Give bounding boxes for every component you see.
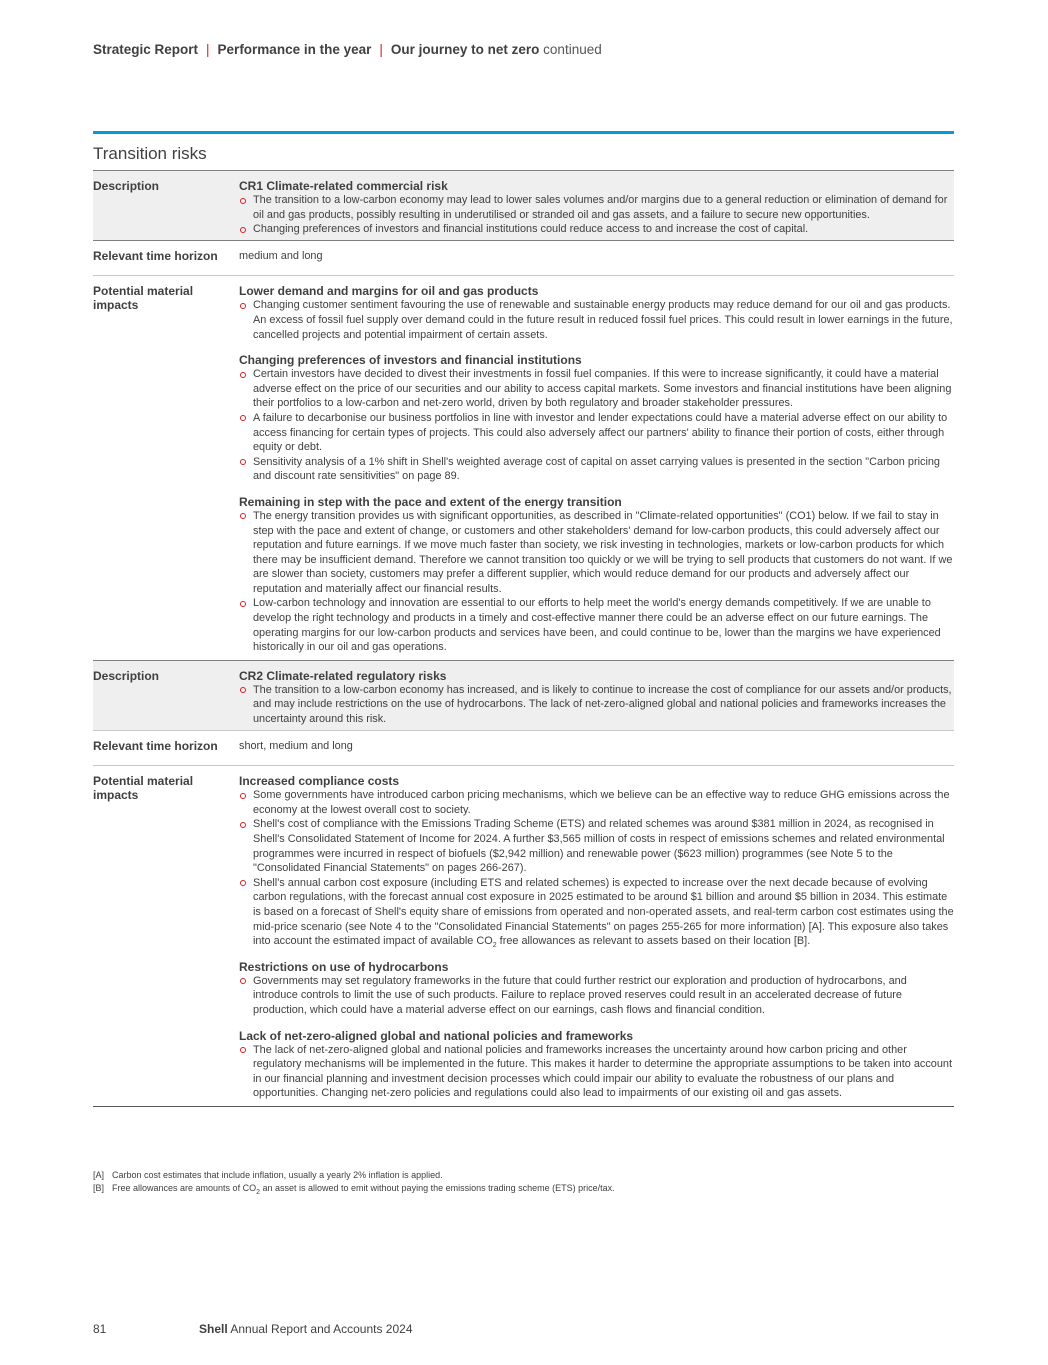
row-label: Description bbox=[93, 179, 160, 193]
row-content bbox=[239, 171, 954, 240]
subscript: 2 bbox=[256, 1188, 260, 1196]
impact-block bbox=[239, 495, 954, 655]
list-item: Certain investors have decided to divest their investments in fossil fuel companies. If this were to increase significantly, it could have a material adverse effect on the price of our securities and our ability to access capital markets. Some investors and financial institutions have been aligning their portfolios to a low-carbon and net-zero world, driven by both regulatory and broader stakeholder pressures. bbox=[239, 367, 954, 411]
cr2-horizon-row bbox=[93, 731, 954, 767]
row-label: Relevant time horizon bbox=[93, 738, 218, 753]
list-item: The transition to a low-carbon economy may lead to lower sales volumes and/or margins due to a general reduction or elimination of demand for oil and gas products, possibly resulting in underutilised or stranded oil and gas assets, and a failure to secure new opportunities. bbox=[239, 193, 954, 222]
impact-heading: Remaining in step with the pace and extent of the energy transition bbox=[239, 494, 622, 509]
impact-heading: Lower demand and margins for oil and gas products bbox=[239, 284, 539, 299]
list-item: A failure to decarbonise our business portfolios in line with investor and lender expectations could have a material adverse effect on our ability to access financing for certain types of projects. This could also adversely affect our partners' ability to finance their portion of costs, either through equity or debt. bbox=[239, 411, 954, 455]
cr1-description-row bbox=[93, 171, 954, 241]
footnote-key: [A] bbox=[93, 1170, 105, 1180]
list-item: The lack of net-zero-aligned global and national policies and frameworks increases the uncertainty around how carbon pricing and other regulatory mechanisms will be implemented in the future. This makes it harder to determine the appropriate assumptions to be taken into account in our financial planning and investment decision processes which could impair our ability to evaluate the robustness of our plans and opportunities. Changing net-zero policies and regulations could also lead to impairments of our existing oil and gas assets. bbox=[239, 1043, 954, 1101]
impact-heading: Lack of net-zero-aligned global and national policies and frameworks bbox=[239, 1028, 634, 1043]
row-content bbox=[239, 276, 954, 659]
bullet-list bbox=[239, 298, 954, 342]
list-item: Changing customer sentiment favouring the use of renewable and sustainable energy products may reduce demand for our oil and gas products. An excess of fossil fuel supply over demand could in the future result in reduced fossil fuel prices. This could result in lower earnings in the future, cancelled projects and potential impairment of certain assets. bbox=[239, 298, 954, 342]
page-number: 81 bbox=[93, 1322, 107, 1336]
bullet-list bbox=[239, 788, 954, 949]
list-item: Sensitivity analysis of a 1% shift in Shell's weighted average cost of capital on asset carrying values is presented in the section "Carbon pricing and discount rate sensitivities" on page 89. bbox=[239, 455, 954, 484]
breadcrumb bbox=[93, 42, 602, 57]
report-title: Annual Report and Accounts 2024 bbox=[230, 1322, 413, 1336]
list-item: Governments may set regulatory frameworks in the future that could further restrict our exploration and production of hydrocarbons, and introduce controls to limit the use of such products. Failure to replace proved reserves could result in an accelerated decrease of future production, which could have a material adverse effect on our earnings, cash flows and financial condition. bbox=[239, 974, 954, 1018]
row-content bbox=[239, 766, 954, 1106]
footer-report-title bbox=[199, 1322, 413, 1336]
risk-title: CR1 Climate-related commercial risk bbox=[239, 179, 448, 193]
breadcrumb-strategic-report[interactable]: Strategic Report bbox=[93, 42, 199, 57]
footnote-b bbox=[93, 1182, 615, 1195]
footnotes bbox=[93, 1169, 615, 1194]
list-item: The transition to a low-carbon economy has increased, and is likely to continue to increase the cost of compliance for our assets and/or products, and may include restrictions on the use of hydrocarbons. The lack of net-zero-aligned global and national policies and frameworks increases the uncertainty around this risk. bbox=[239, 683, 954, 727]
footnote-key: [B] bbox=[93, 1182, 105, 1193]
footnote-text: Free allowances are amounts of CO bbox=[112, 1182, 257, 1193]
cr1-impacts-row bbox=[93, 276, 954, 660]
brand-name: Shell bbox=[199, 1322, 228, 1336]
risk-title: CR2 Climate-related regulatory risks bbox=[239, 668, 447, 683]
row-content bbox=[239, 661, 954, 730]
list-item: Some governments have introduced carbon pricing mechanisms, which we believe can be an effective way to reduce GHG emissions across the economy at the lowest overall cost to society. bbox=[239, 788, 954, 817]
row-label: Description bbox=[93, 668, 160, 683]
cr2-impacts-row bbox=[93, 766, 954, 1107]
transition-risks-table bbox=[93, 131, 954, 1107]
breadcrumb-separator: | bbox=[206, 42, 210, 57]
time-horizon-value: short, medium and long bbox=[239, 739, 353, 752]
bullet-list bbox=[239, 509, 954, 655]
subscript: 2 bbox=[492, 942, 497, 950]
list-item bbox=[239, 876, 954, 949]
impact-heading: Restrictions on use of hydrocarbons bbox=[239, 959, 449, 974]
footnote-text: Carbon cost estimates that include inflation, usually a yearly 2% inflation is applied. bbox=[112, 1170, 443, 1180]
row-label: Potential material impacts bbox=[93, 284, 194, 313]
cr2-description-row bbox=[93, 661, 954, 731]
list-item: Changing preferences of investors and financial institutions could reduce access to and increase the cost of capital. bbox=[239, 222, 954, 237]
row-label: Potential material impacts bbox=[93, 774, 194, 803]
text-segment: free allowances as relevant to assets based on their location [B]. bbox=[496, 935, 811, 948]
impact-block bbox=[239, 284, 954, 342]
impact-heading: Changing preferences of investors and financial institutions bbox=[239, 353, 582, 368]
impact-heading: Increased compliance costs bbox=[239, 774, 400, 789]
bullet-list bbox=[239, 974, 954, 1018]
impact-block bbox=[239, 960, 954, 1018]
impact-block bbox=[239, 1029, 954, 1101]
breadcrumb-continued: continued bbox=[543, 42, 602, 57]
time-horizon-value: medium and long bbox=[239, 249, 323, 262]
bullet-list bbox=[239, 683, 954, 727]
impact-block bbox=[239, 353, 954, 484]
footnote-a bbox=[93, 1169, 615, 1182]
list-item: Shell's cost of compliance with the Emissions Trading Scheme (ETS) and related schemes was around $381 million in 2024, as recognised in Shell's Consolidated Statement of Income for 2024. A further $3,565 million of costs in respect of emissions schemes and related environmental programmes were incurred in respect of biofuels ($2,942 million) and renewable power ($623 million) programmes (see Note 5 to the "Consolidated Financial Statements" on pages 266-267). bbox=[239, 817, 954, 875]
bullet-list bbox=[239, 1043, 954, 1101]
breadcrumb-net-zero[interactable]: Our journey to net zero bbox=[390, 42, 540, 57]
list-item: The energy transition provides us with significant opportunities, as described in "Climate-related opportunities" (CO1) below. If we fail to stay in step with the pace and extent of change, or customers and other stakeholders' demand for low-carbon products, this could adversely affect our reputation and future earnings. If we move much faster than society, we risk investing in technologies, markets or low-carbon products for which there may be insufficient demand. Therefore we cannot transition too quickly or we will be trying to sell products that customers do not want. If we are slower than society, customers may prefer a different supplier, which would reduce demand for our products and adversely affect our reputation and materially affect our financial results. bbox=[239, 509, 954, 597]
list-item: Low-carbon technology and innovation are essential to our efforts to help meet the world's energy demands competitively. If we are unable to develop the right technology and products in a timely and cost-effective manner there could be an adverse effect on our future earnings. The operating margins for our low-carbon products and services have been, and could continue to be, lower than the margins we have experienced historically in our oil and gas operations. bbox=[239, 596, 954, 654]
cr1-horizon-row bbox=[93, 241, 954, 277]
text-segment: Shell's annual carbon cost exposure (including ETS and related schemes) is expected to increase over the next decade because of evolving carbon regulations, with the forecast annual cost exposure in 2025 estimated to be around $1 billion and around $5 billion in 2034. This estimate is based on a forecast of Shell's equity share of emissions from operated and non-operated assets, and real-term carbon cost estimates using the mid-price scenario (see Note 4 to the "Consolidated Financial Statements" on pages 255-265 for more information) [A]. This exposure also takes into account the estimated impact of available CO bbox=[253, 876, 954, 948]
impact-block bbox=[239, 774, 954, 949]
bullet-list bbox=[239, 367, 954, 484]
row-label: Relevant time horizon bbox=[93, 248, 218, 263]
breadcrumb-performance[interactable]: Performance in the year bbox=[217, 42, 372, 57]
bullet-list bbox=[239, 193, 954, 237]
breadcrumb-separator: | bbox=[379, 42, 383, 57]
section-title: Transition risks bbox=[93, 134, 954, 171]
footnote-text: an asset is allowed to emit without paying the emissions trading scheme (ETS) price/tax. bbox=[259, 1182, 615, 1193]
